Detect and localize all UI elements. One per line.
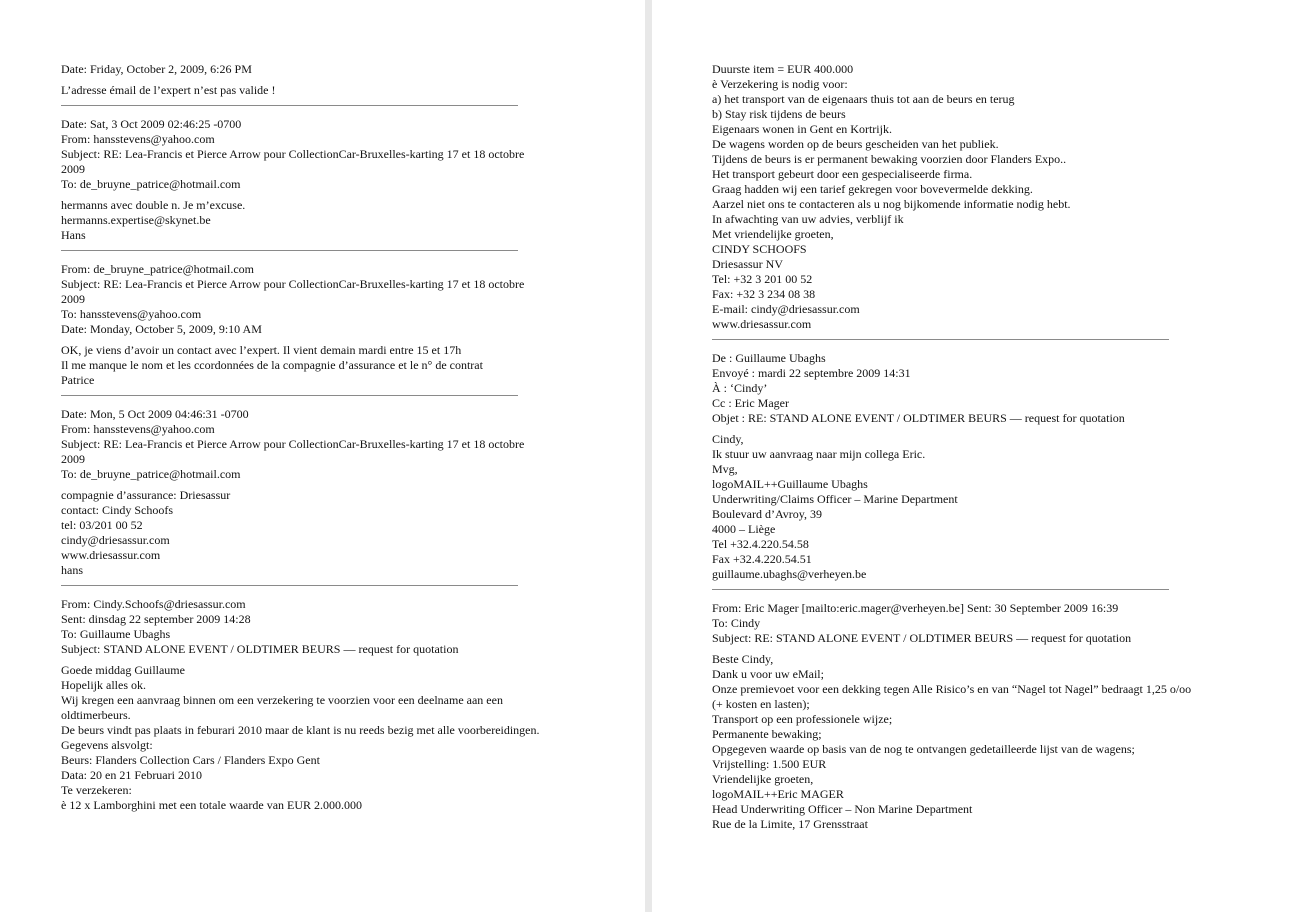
body-line: compagnie d’assurance: Driesassur [61,488,231,502]
body-line: Head Underwriting Officer – Non Marine Department [712,802,973,816]
email-message-4 [61,407,561,578]
email-body [712,432,1257,582]
right-page [652,0,1294,912]
body-line: Aarzel niet ons te contacteren als u nog bijkomende informatie nodig hebt. [712,197,1071,211]
header-line: Date: Monday, October 5, 2009, 9:10 AM [61,322,262,336]
body-line: Tijdens de beurs is er permanent bewaking voorzien door Flanders Expo.. [712,152,1067,166]
email-header [61,117,561,192]
body-line: Fax +32.4.220.54.51 [712,552,812,566]
body-line: oldtimerbeurs. [61,708,131,722]
left-column [61,62,561,813]
body-line: tel: 03/201 00 52 [61,518,143,532]
body-line: Tel: +32 3 201 00 52 [712,272,813,286]
email-header [61,407,561,482]
body-line: Patrice [61,373,95,387]
header-line: Subject: STAND ALONE EVENT / OLDTIMER BEURS — request for quotation [61,642,459,656]
body-line: Ik stuur uw aanvraag naar mijn collega Eric. [712,447,926,461]
body-line: hans [61,563,83,577]
header-line: To: Guillaume Ubaghs [61,627,171,641]
header-line: Subject: RE: Lea-Francis et Pierce Arrow pour CollectionCar-Bruxelles-karting 17 et 18 octobre [61,147,525,161]
body-line: hermanns avec double n. Je m’excuse. [61,198,246,212]
header-line: From: hansstevens@yahoo.com [61,132,215,146]
email-message-3 [61,262,561,388]
header-line: Date: Mon, 5 Oct 2009 04:46:31 -0700 [61,407,249,421]
body-line: Het transport gebeurt door een gespecialiseerde firma. [712,167,973,181]
body-line: Opgegeven waarde op basis van de nog te ontvangen gedetailleerde lijst van de wagens; [712,742,1135,756]
email-body [61,83,561,98]
header-line: Cc : Eric Mager [712,396,789,410]
body-line: è 12 x Lamborghini met een totale waarde van EUR 2.000.000 [61,798,363,812]
header-line: To: de_bruyne_patrice@hotmail.com [61,177,241,191]
body-line: De wagens worden op de beurs gescheiden van het publiek. [712,137,999,151]
body-line: (+ kosten en lasten); [712,697,810,711]
header-line: Date: Sat, 3 Oct 2009 02:46:25 -0700 [61,117,242,131]
body-line: Duurste item = EUR 400.000 [712,62,854,76]
header-line: From: de_bruyne_patrice@hotmail.com [61,262,255,276]
email-message-1 [61,62,561,98]
body-line: b) Stay risk tijdens de beurs [712,107,846,121]
body-line: Vrijstelling: 1.500 EUR [712,757,827,771]
body-line: Gegevens alsvolgt: [61,738,153,752]
email-body [712,62,1257,332]
header-line: À : ‘Cindy’ [712,381,768,395]
body-line: Rue de la Limite, 17 Grensstraat [712,817,868,831]
body-line: hermanns.expertise@skynet.be [61,213,211,227]
body-line: logoMAIL++Eric MAGER [712,787,844,801]
email-body [712,652,1257,832]
body-line: 4000 – Liège [712,522,776,536]
body-line: Mvg, [712,462,738,476]
body-line: contact: Cindy Schoofs [61,503,173,517]
email-body [61,663,561,813]
separator-line [712,339,1169,340]
page-gutter [645,0,652,912]
body-line: Met vriendelijke groeten, [712,227,834,241]
body-line: Vriendelijke groeten, [712,772,814,786]
body-line: E-mail: cindy@driesassur.com [712,302,860,316]
header-line: Subject: RE: Lea-Francis et Pierce Arrow pour CollectionCar-Bruxelles-karting 17 et 18 octobre [61,277,525,291]
body-line: OK, je viens d’avoir un contact avec l’expert. Il vient demain mardi entre 15 et 17h [61,343,462,357]
email-message-7 [712,601,1257,832]
header-line: 2009 [61,292,85,306]
header-line: Envoyé : mardi 22 septembre 2009 14:31 [712,366,911,380]
body-line: Onze premievoet voor een dekking tegen Alle Risico’s en van “Nagel tot Nagel” bedraagt 1,25 o/oo [712,682,1192,696]
body-line: Tel +32.4.220.54.58 [712,537,809,551]
body-line: è Verzekering is nodig voor: [712,77,848,91]
body-line: Beurs: Flanders Collection Cars / Flanders Expo Gent [61,753,320,767]
header-line: Subject: RE: Lea-Francis et Pierce Arrow pour CollectionCar-Bruxelles-karting 17 et 18 octobre [61,437,525,451]
body-line: Data: 20 en 21 Februari 2010 [61,768,202,782]
header-line: From: Cindy.Schoofs@driesassur.com [61,597,246,611]
header-line: From: hansstevens@yahoo.com [61,422,215,436]
body-line: Underwriting/Claims Officer – Marine Department [712,492,958,506]
body-line: Dank u voor uw eMail; [712,667,824,681]
body-line: logoMAIL++Guillaume Ubaghs [712,477,868,491]
email-body [61,488,561,578]
body-line: De beurs vindt pas plaats in feburari 2010 maar de klant is nu reeds bezig met alle voorbereidingen. [61,723,540,737]
header-line: Date: Friday, October 2, 2009, 6:26 PM [61,62,252,76]
header-line: Objet : RE: STAND ALONE EVENT / OLDTIMER BEURS — request for quotation [712,411,1125,425]
header-line: To: Cindy [712,616,761,630]
body-line: Eigenaars wonen in Gent en Kortrijk. [712,122,892,136]
body-line: Te verzekeren: [61,783,132,797]
body-line: Hopelijk alles ok. [61,678,146,692]
body-line: Transport op een professionele wijze; [712,712,893,726]
email-header [61,262,561,337]
body-line: www.driesassur.com [61,548,161,562]
body-line: Boulevard d’Avroy, 39 [712,507,822,521]
header-line: Subject: RE: STAND ALONE EVENT / OLDTIMER BEURS — request for quotation [712,631,1132,645]
separator-line [61,585,518,586]
email-message-2 [61,117,561,243]
body-line: Hans [61,228,86,242]
body-line: Fax: +32 3 234 08 38 [712,287,816,301]
body-line: Wij kregen een aanvraag binnen om een verzekering te voorzien voor een deelname aan een [61,693,503,707]
body-line: guillaume.ubaghs@verheyen.be [712,567,867,581]
right-column [712,62,1257,832]
header-line: To: hansstevens@yahoo.com [61,307,202,321]
email-message-5-continued [712,62,1257,332]
body-line: Il me manque le nom et les ccordonnées de la compagnie d’assurance et le n° de contrat [61,358,483,372]
header-line: 2009 [61,162,85,176]
body-line: In afwachting van uw advies, verblijf ik [712,212,904,226]
body-line: www.driesassur.com [712,317,812,331]
body-line: Beste Cindy, [712,652,774,666]
header-line: To: de_bruyne_patrice@hotmail.com [61,467,241,481]
body-line: Cindy, [712,432,744,446]
body-line: cindy@driesassur.com [61,533,170,547]
email-header [712,601,1257,646]
separator-line [712,589,1169,590]
body-line: Driesassur NV [712,257,783,271]
header-line: From: Eric Mager [mailto:eric.mager@verheyen.be] Sent: 30 September 2009 16:39 [712,601,1119,615]
header-line: De : Guillaume Ubaghs [712,351,826,365]
email-header [61,597,561,657]
body-line: L’adresse émail de l’expert n’est pas valide ! [61,83,276,97]
email-body [61,343,561,388]
body-line: Graag hadden wij een tarief gekregen voor bovevermelde dekking. [712,182,1033,196]
separator-line [61,250,518,251]
separator-line [61,105,518,106]
body-line: a) het transport van de eigenaars thuis tot aan de beurs en terug [712,92,1015,106]
email-body [61,198,561,243]
email-message-5 [61,597,561,813]
email-header [712,351,1257,426]
header-line: 2009 [61,452,85,466]
email-message-6 [712,351,1257,582]
body-line: Goede middag Guillaume [61,663,185,677]
body-line: Permanente bewaking; [712,727,822,741]
left-page [0,0,645,912]
body-line: CINDY SCHOOFS [712,242,807,256]
email-header [61,62,561,77]
header-line: Sent: dinsdag 22 september 2009 14:28 [61,612,251,626]
separator-line [61,395,518,396]
